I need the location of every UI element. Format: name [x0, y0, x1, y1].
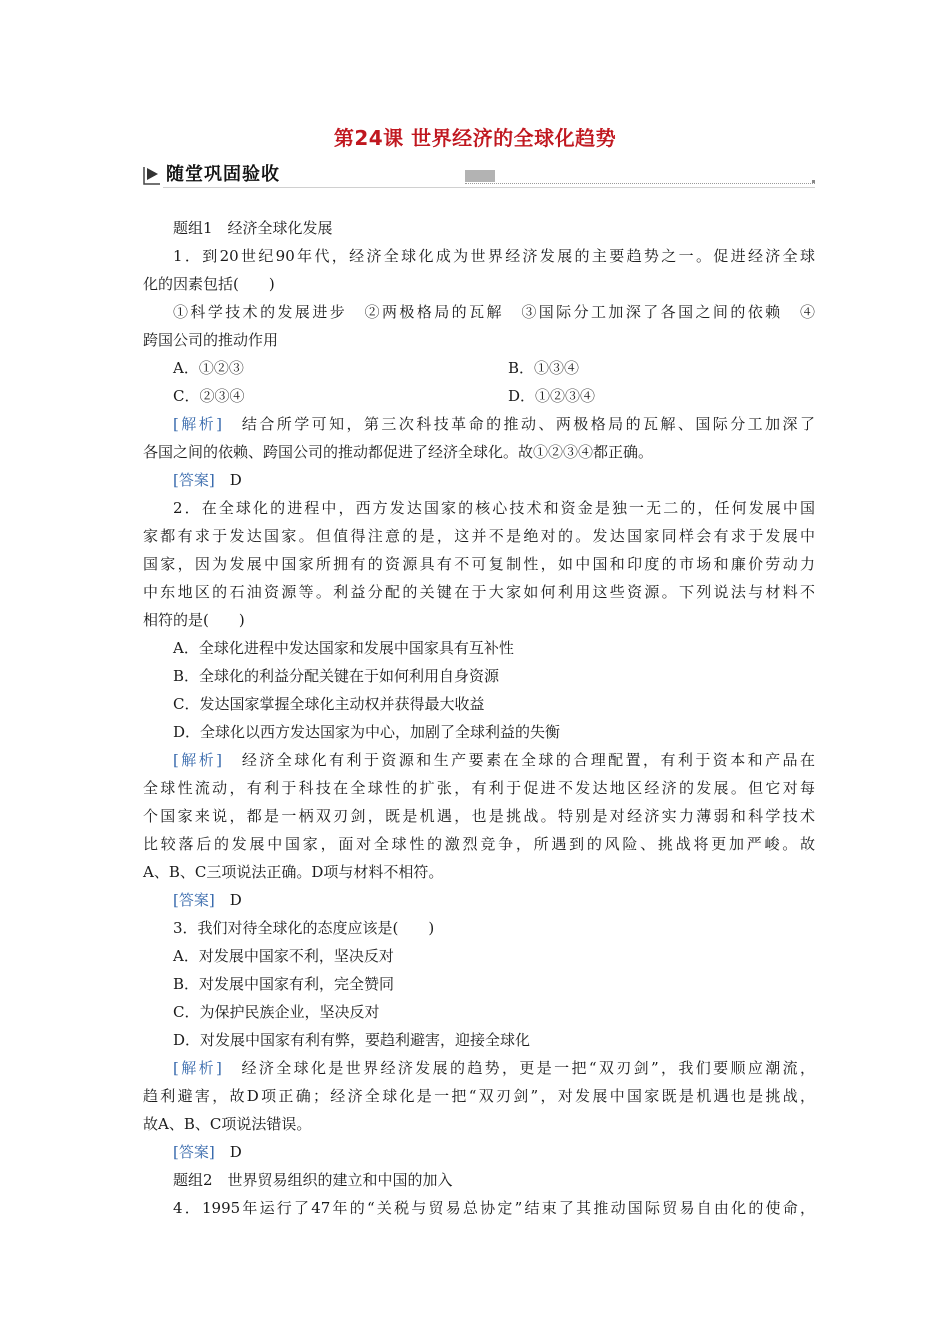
option-d: D．全球化以西方发达国家为中心，加剧了全球利益的失衡: [173, 723, 561, 741]
page-title: 第24课 世界经济的全球化趋势: [333, 126, 617, 150]
analysis-tag: [解析]: [173, 415, 223, 433]
answer-value: D: [214, 891, 242, 909]
option-c: C．发达国家掌握全球化主动权并获得最大收益: [173, 695, 485, 713]
option-d: D．对发展中国家有利有弊，要趋利避害，迎接全球化: [173, 1031, 531, 1049]
option-d: D．①②③④: [508, 387, 596, 405]
option-c: C．为保护民族企业，坚决反对: [173, 1003, 380, 1021]
answer-line: [143, 886, 815, 914]
analysis-line: 各国之间的依赖、跨国公司的推动都促进了经济全球化。故①②③④都正确。: [143, 443, 654, 461]
analysis-text: 经济全球化是世界经济发展的趋势，更是一把“双刃剑”，我们要顺应潮流，: [221, 1059, 815, 1077]
question-stem-line: 中东地区的石油资源等。利益分配的关键在于大家如何利用这些资源。下列说法与材料不: [143, 583, 815, 601]
option-row: [143, 382, 815, 410]
question-3: [143, 914, 815, 1166]
option-b: B．对发展中国家有利，完全赞同: [173, 975, 395, 993]
question-stem-line: 3．我们对待全球化的态度应该是( ): [173, 919, 435, 937]
question-item-line: ①科学技术的发展进步 ②两极格局的瓦解 ③国际分工加深了各国之间的依赖 ④: [173, 303, 815, 321]
analysis-tag: [解析]: [173, 751, 223, 769]
analysis-text: 结合所学可知，第三次科技革命的推动、两极格局的瓦解、国际分工加深了: [222, 415, 815, 433]
answer-tag: [答案]: [173, 891, 215, 909]
option-row: [143, 354, 815, 382]
option-a: A．①②③: [173, 359, 244, 377]
answer-line: [143, 1138, 815, 1166]
play-arrow-icon: [143, 165, 163, 185]
divider-end-dot: [812, 180, 815, 183]
analysis-line: 个国家来说，都是一柄双刃剑，既是机遇，也是挑战。特别是对经济实力薄弱和科学技术: [143, 807, 815, 825]
answer-tag: [答案]: [173, 471, 215, 489]
answer-value: D: [214, 1143, 242, 1161]
question-4: [143, 1194, 815, 1222]
group-heading-1: 题组1 经济全球化发展: [173, 219, 333, 237]
question-stem-line: 2．在全球化的进程中，西方发达国家的核心技术和资金是独一无二的，任何发展中国: [173, 499, 815, 517]
answer-tag: [答案]: [173, 1143, 215, 1161]
analysis-text: 经济全球化有利于资源和生产要素在全球的合理配置，有利于资本和产品在: [222, 751, 815, 769]
answer-line: [143, 466, 815, 494]
option-b: B．全球化的利益分配关键在于如何利用自身资源: [173, 667, 500, 685]
question-2: [143, 494, 815, 914]
option-a: A．全球化进程中发达国家和发展中国家具有互补性: [173, 639, 514, 657]
option-c: C．②③④: [173, 387, 245, 405]
question-stem-line: 国家，因为发展中国家所拥有的资源具有不可复制性，如中国和印度的市场和廉价劳动力: [143, 555, 815, 573]
analysis-line: 故A、B、C项说法错误。: [143, 1115, 312, 1133]
question-stem-line: 4．1995年运行了47年的“关税与贸易总协定”结束了其推动国际贸易自由化的使命，: [173, 1199, 815, 1217]
section-header: [143, 162, 815, 188]
option-a: A．对发展中国家不利，坚决反对: [173, 947, 394, 965]
analysis-line: [143, 410, 815, 438]
group-heading-2: 题组2 世界贸易组织的建立和中国的加入: [173, 1171, 453, 1189]
content: [143, 214, 815, 1222]
analysis-line: 比较落后的发展中国家，面对全球性的激烈竞争，所遇到的风险、挑战将更加严峻。故: [143, 835, 815, 853]
analysis-tag: [解析]: [173, 1059, 222, 1077]
question-stem-line: 相符的是( ): [143, 611, 245, 629]
analysis-line: 趋利避害，故D项正确；经济全球化是一把“双刃剑”，对发展中国家既是机遇也是挑战，: [143, 1087, 815, 1105]
analysis-line: [143, 746, 815, 774]
answer-value: D: [214, 471, 242, 489]
section-header-bar: [465, 170, 495, 182]
section-divider: [465, 183, 815, 184]
analysis-line: A、B、C三项说法正确。D项与材料不相符。: [143, 863, 444, 881]
question-1: [143, 242, 815, 494]
option-b: B．①③④: [508, 359, 580, 377]
question-stem-line: 化的因素包括( ): [143, 275, 275, 293]
question-stem-line: 1．到20世纪90年代，经济全球化成为世界经济发展的主要趋势之一。促进经济全球: [173, 247, 815, 265]
question-item-line: 跨国公司的推动作用: [143, 331, 279, 349]
question-stem-line: 家都有求于发达国家。但值得注意的是，这并不是绝对的。发达国家同样会有求于发展中: [143, 527, 815, 545]
section-underline: [163, 187, 815, 188]
analysis-line: 全球性流动，有利于科技在全球性的扩张，有利于促进不发达地区经济的发展。但它对每: [143, 779, 815, 797]
section-title: 随堂巩固验收: [166, 164, 280, 185]
analysis-line: [143, 1054, 815, 1082]
